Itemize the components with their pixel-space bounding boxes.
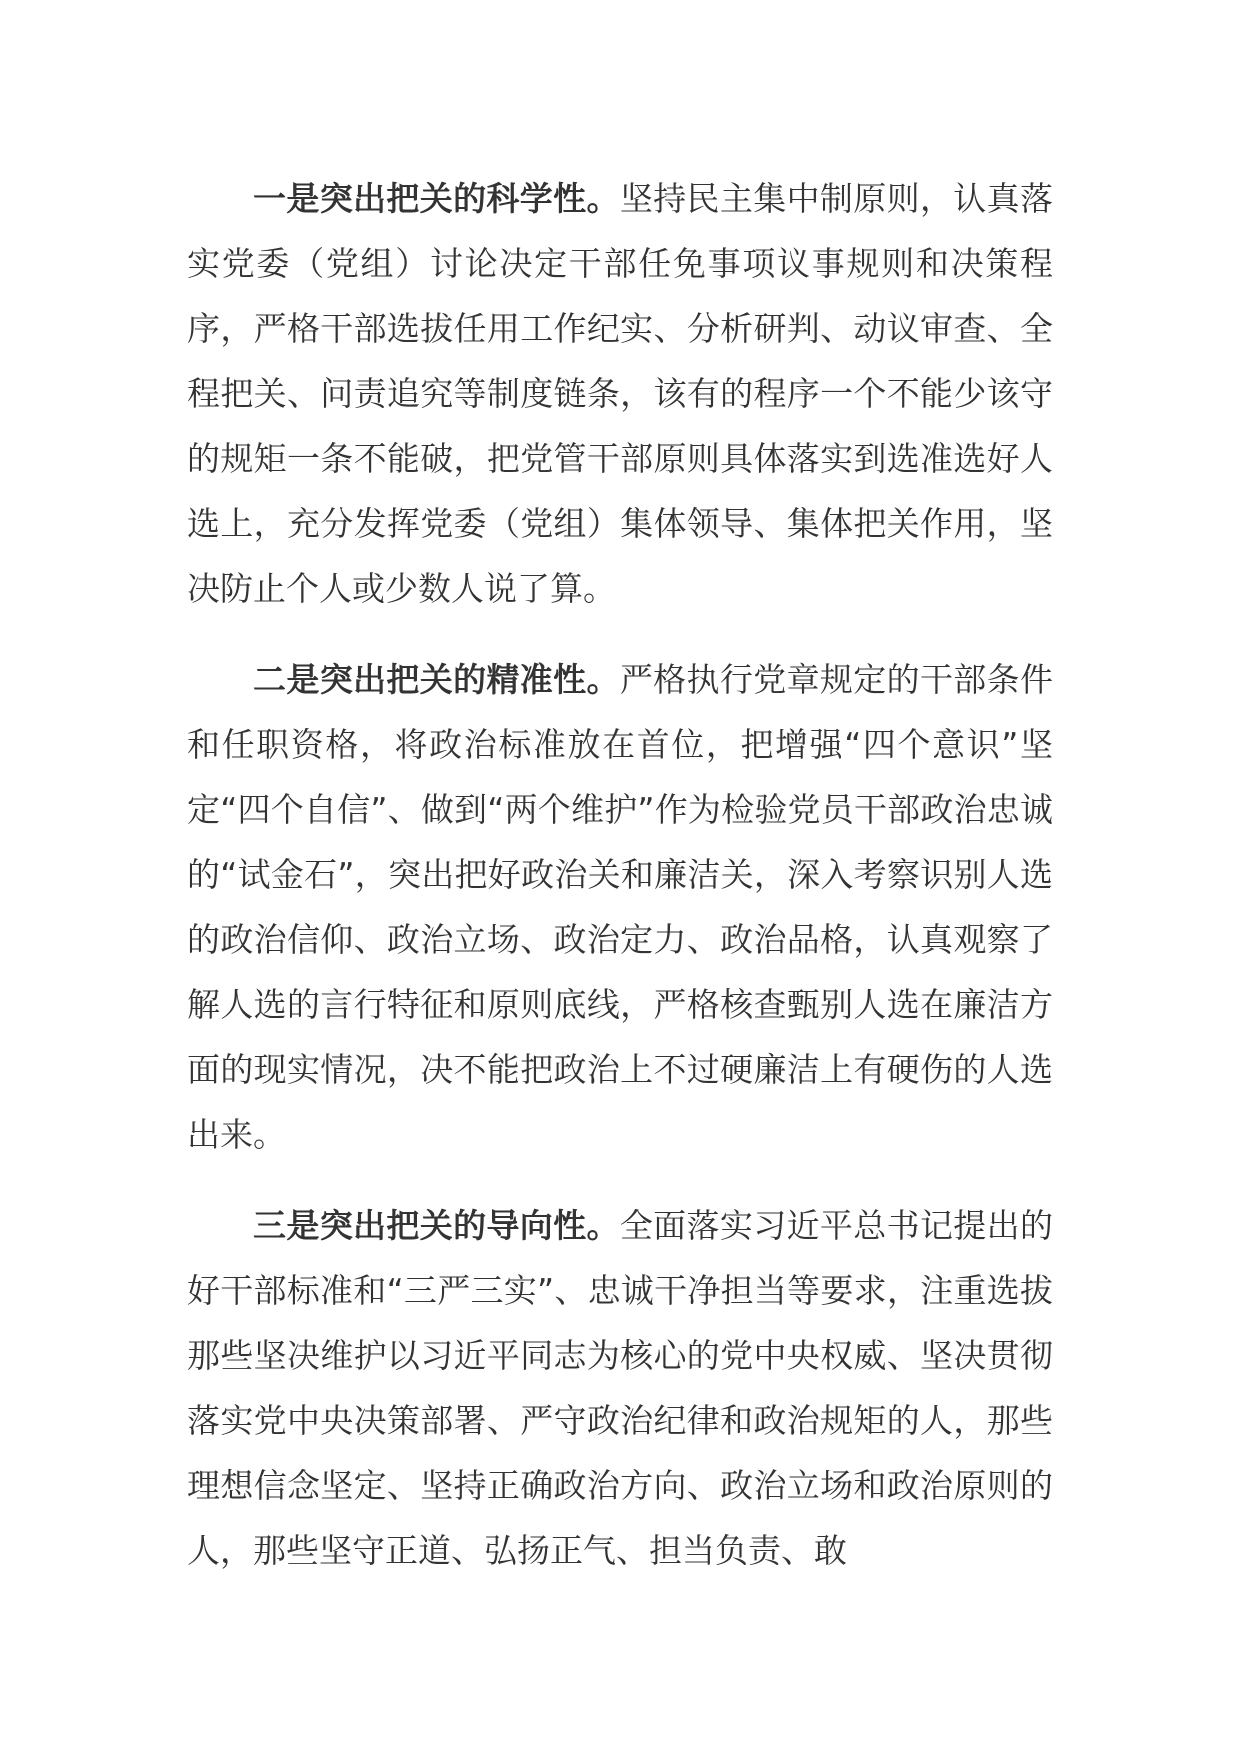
paragraph-lead: 一是突出把关的科学性。 xyxy=(253,179,620,218)
paragraph-guidance xyxy=(187,1193,1053,1583)
paragraph-lead: 二是突出把关的精准性。 xyxy=(253,660,620,699)
paragraph-text: 全面落实习近平总书记提出的好干部标准和“三严三实”、忠诚干净担当等要求，注重选拔那些坚决维护以习近平同志为核心的党中央权威、坚决贯彻落实党中央决策部署、严守政治纪律和政治规矩的人，那些理想信念坚定、坚持正确政治方向、政治立场和政治原则的人，那些坚守正道、弘扬正气、担当负责、敢 xyxy=(187,1206,1054,1570)
paragraph-lead: 三是突出把关的导向性。 xyxy=(253,1206,620,1245)
document-body xyxy=(187,166,1053,1583)
paragraph-scientific xyxy=(187,166,1053,621)
paragraph-text: 严格执行党章规定的干部条件和任职资格，将政治标准放在首位，把增强“四个意识”坚定“四个自信”、做到“两个维护”作为检验党员干部政治忠诚的“试金石”，突出把好政治关和廉洁关，深入考察识别人选的政治信仰、政治立场、政治定力、政治品格，认真观察了解人选的言行特征和原则底线，严格核查甄别人选在廉洁方面的现实情况，决不能把政治上不过硬廉洁上有硬伤的人选出来。 xyxy=(187,660,1054,1154)
paragraph-precision xyxy=(187,647,1053,1167)
paragraph-text: 坚持民主集中制原则，认真落实党委（党组）讨论决定干部任免事项议事规则和决策程序，严格干部选拔任用工作纪实、分析研判、动议审查、全程把关、问责追究等制度链条，该有的程序一个不能少该守的规矩一条不能破，把党管干部原则具体落实到选准选好人选上，充分发挥党委（党组）集体领导、集体把关作用，坚决防止个人或少数人说了算。 xyxy=(187,179,1054,608)
